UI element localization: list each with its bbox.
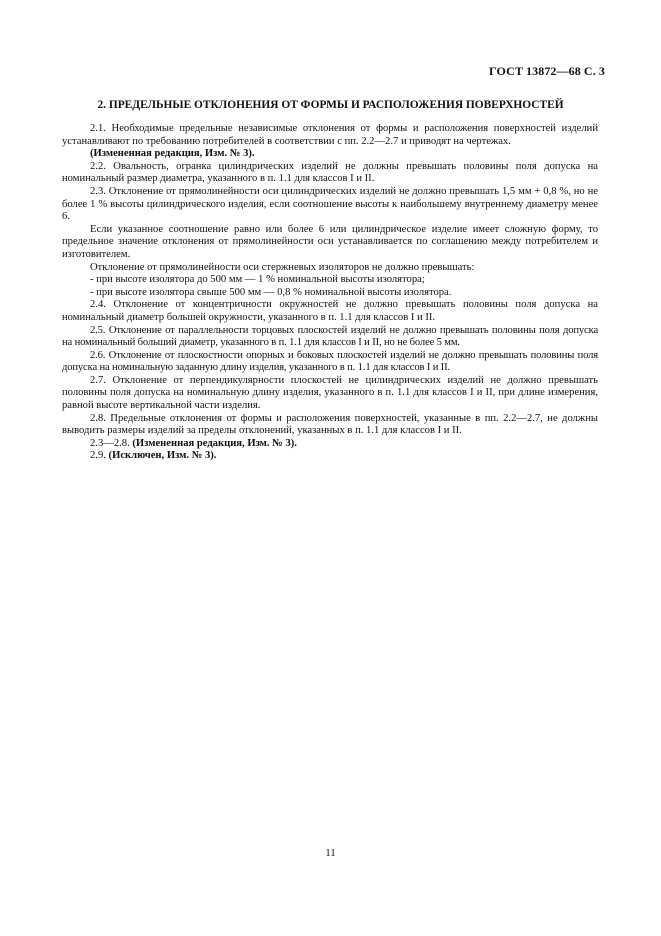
amendment-note-text: (Измененная редакция, Изм. № 3). xyxy=(90,148,255,160)
paragraph-2-8: 2.8. Предельные отклонения от формы и расположения поверхностей, указанные в пп. 2.2—2.7, не должны выводить размеры изделий за пределы отклонений, указанных в п. 1.1 для классов I и II. xyxy=(62,412,598,437)
paragraph-2-2: 2.2. Овальность, огранка цилиндрических изделий не должны превышать половины поля допуска на номинальный размер диаметра, указанного в п. 1.1 для классов I и II. xyxy=(62,160,598,185)
paragraph-2-3-ratio: Если указанное соотношение равно или более 6 или цилиндрическое изделие имеет сложную форму, то предельное значение отклонения от прямолинейности оси устанавливается по соглашению между потребителем и изготовителем. xyxy=(62,223,598,260)
amendment-2-3-2-8 xyxy=(62,438,598,451)
list-item-up-to-500: - при высоте изолятора до 500 мм — 1 % номинальной высоты изолятора; xyxy=(90,274,425,286)
paragraph-rod-insulators: Отклонение от прямолинейности оси стержневых изоляторов не должно превышать: xyxy=(90,261,475,273)
paragraph-2-6: 2.6. Отклонение от плоскостности опорных и боковых плоскостей изделий не должно превышать половины поля допуска на номинальную заданную длину изделия, указанного в п. 1.1 для классов I и II. xyxy=(62,349,598,374)
list-item-over-500: - при высоте изолятора свыше 500 мм — 0,8 % номинальной высоты изолятора. xyxy=(90,286,452,298)
paragraph-2-9 xyxy=(62,450,598,463)
paragraph-2-9-ref: 2.9. xyxy=(90,450,106,462)
page-number: 11 xyxy=(325,847,336,859)
section-title: 2. ПРЕДЕЛЬНЫЕ ОТКЛОНЕНИЯ ОТ ФОРМЫ И РАСПОЛОЖЕНИЯ ПОВЕРХНОСТЕЙ xyxy=(97,99,564,111)
amendment-note xyxy=(62,148,598,161)
amendment-2-3-2-8-ref: 2.3—2.8. xyxy=(90,437,130,449)
amendment-2-3-2-8-note: (Измененная редакция, Изм. № 3). xyxy=(132,437,297,449)
paragraph-2-5: 2.5. Отклонение от параллельности торцовых плоскостей изделий не должно превышать половины поля допуска на номинальный больший диаметр, указанного в п. 1.1 для классов I и II, но не более 5 мм. xyxy=(62,324,598,349)
paragraph-2-4: 2.4. Отклонение от концентричности окружностей не должно превышать половины поля допуска на номинальный диаметр большей окружности, указанного в п. 1.1 для классов I и II. xyxy=(62,299,598,323)
paragraph-2-3: 2.3. Отклонение от прямолинейности оси цилиндрических изделий не должно превышать 1,5 мм + 0,8 %, но не более 1 % высоты цилиндрического изделия, если соотношение высоты к наибольшему внутреннему диаметру менее 6. xyxy=(62,185,598,223)
paragraph-2-1: 2.1. Необходимые предельные независимые отклонения от формы и расположения поверхностей изделий устанавливают по требованию потребителей в соответствии с пп. 2.2—2.7 и приводят на чертежах. xyxy=(62,123,598,147)
paragraph-2-7: 2.7. Отклонение от перпендикулярности плоскостей не цилиндрических изделий не должно превышать половины поля допуска на номинальную длину изделия, указанного в п. 1.1 для классов I и II, при длине измерения, равной высоте вертикальной части изделия. xyxy=(62,374,598,412)
body-text xyxy=(62,123,598,463)
paragraph-2-9-note: (Исключен, Изм. № 3). xyxy=(108,450,217,462)
running-head: ГОСТ 13872—68 С. 3 xyxy=(489,64,605,78)
